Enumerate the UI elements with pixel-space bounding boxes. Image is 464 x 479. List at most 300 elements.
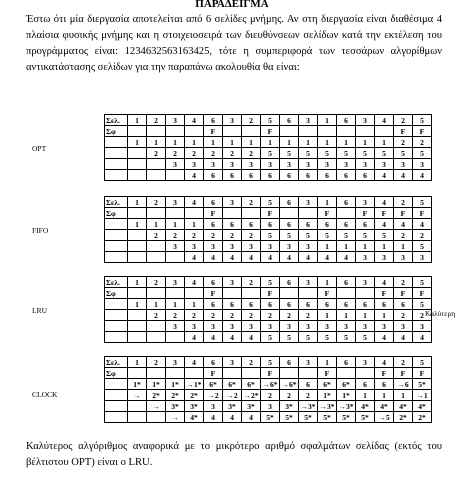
table-cell: 1 <box>166 219 185 230</box>
table-cell: →2* <box>243 390 259 400</box>
table-cell <box>166 368 185 379</box>
table-cell: 1 <box>318 241 337 252</box>
table-cell: 1 <box>318 115 337 126</box>
table-cell: 1* <box>166 379 185 390</box>
reference-row <box>105 115 432 126</box>
frame-row <box>105 412 432 423</box>
row-label <box>105 219 128 230</box>
table-cell: 3 <box>223 197 242 208</box>
table-cell: 4 <box>318 252 337 263</box>
table-cell: 5 <box>337 332 356 343</box>
page-replacement-table <box>104 114 432 181</box>
table-cell: 1* <box>337 390 356 401</box>
table-cell: F <box>261 126 280 137</box>
table-cell: 6 <box>261 299 280 310</box>
table-cell: 6 <box>223 299 242 310</box>
table-cell: 6 <box>204 299 223 310</box>
table-cell: 3 <box>166 159 185 170</box>
table-cell: 5 <box>318 332 337 343</box>
table-cell: 6 <box>318 170 337 181</box>
table-cell: 3 <box>280 321 299 332</box>
row-label: Σφ <box>105 288 128 299</box>
table-cell: 6 <box>204 170 223 181</box>
fault-row <box>105 126 432 137</box>
table-cell: 4 <box>185 252 204 263</box>
table-cell: 1 <box>223 137 242 148</box>
table-cell: F <box>413 126 432 137</box>
table-cell: 2 <box>394 310 413 321</box>
table-cell: 6 <box>204 197 223 208</box>
row-label <box>105 170 128 181</box>
table-cell: 2 <box>147 115 166 126</box>
table-cell: 1 <box>280 137 299 148</box>
table-cell: 2* <box>166 390 185 401</box>
table-cell: 5* <box>261 412 280 423</box>
table-cell: 6 <box>204 219 223 230</box>
table-cell: 3* <box>223 401 242 412</box>
row-label <box>105 241 128 252</box>
page-title: ΠΑΡΑΔΕΙΓΜΑ <box>195 0 269 8</box>
row-label: Σφ <box>105 126 128 137</box>
row-label: Σελ. <box>105 357 128 368</box>
frame-row <box>105 390 432 401</box>
table-cell: 6 <box>318 299 337 310</box>
table-cell: 6 <box>280 115 299 126</box>
table-cell: 4 <box>242 412 261 423</box>
table-cell: 1 <box>356 310 375 321</box>
table-cell: →3* <box>319 401 335 411</box>
table-cell: 5* <box>318 412 337 423</box>
table-cell: 3 <box>356 115 375 126</box>
table-cell: 1 <box>185 299 204 310</box>
table-cell: 3 <box>204 241 223 252</box>
table-cell: 5 <box>261 148 280 159</box>
table-cell: 4 <box>394 219 413 230</box>
table-cell: F <box>394 288 413 299</box>
table-cell: 2 <box>280 390 299 401</box>
row-label <box>105 159 128 170</box>
row-label: Σφ <box>105 208 128 219</box>
table-cell: 2 <box>166 310 185 321</box>
table-cell: 5 <box>299 148 318 159</box>
table-cell: 1 <box>375 241 394 252</box>
table-cell: 6 <box>242 170 261 181</box>
table-cell: 4 <box>185 277 204 288</box>
table-cell: 4 <box>242 252 261 263</box>
table-cell: 5 <box>356 230 375 241</box>
table-cell: 5 <box>261 357 280 368</box>
table-cell: F <box>318 368 337 379</box>
table-cell: 4 <box>242 332 261 343</box>
table-cell <box>185 368 204 379</box>
table-cell <box>147 412 166 423</box>
table-cell: 2 <box>147 310 166 321</box>
table-cell: 1 <box>166 299 185 310</box>
row-label <box>105 230 128 241</box>
table-cell: 4 <box>204 252 223 263</box>
table-cell: 1 <box>318 310 337 321</box>
table-cell: 1 <box>356 137 375 148</box>
table-cell: 4 <box>280 252 299 263</box>
table-cell: F <box>204 368 223 379</box>
frame-row <box>105 159 432 170</box>
fault-row <box>105 288 432 299</box>
table-cell: 2 <box>185 148 204 159</box>
table-cell: 2 <box>261 310 280 321</box>
table-cell: →2 <box>204 390 223 401</box>
table-cell: 6 <box>280 170 299 181</box>
table-cell: 2 <box>394 357 413 368</box>
table-cell: 3 <box>299 241 318 252</box>
page-replacement-table <box>104 196 432 263</box>
table-cell: 6 <box>242 299 261 310</box>
table-cell <box>242 208 261 219</box>
table-cell: 3 <box>299 321 318 332</box>
table-cell: 5 <box>413 241 432 252</box>
table-cell <box>147 321 166 332</box>
table-cell: 5 <box>299 332 318 343</box>
table-cell: 4 <box>185 332 204 343</box>
row-label: Σελ. <box>105 197 128 208</box>
table-cell <box>166 208 185 219</box>
table-cell: F <box>261 288 280 299</box>
table-cell: →5 <box>375 412 394 423</box>
table-cell <box>128 230 147 241</box>
table-cell: 3 <box>375 252 394 263</box>
table-cell: 3* <box>166 401 185 412</box>
table-cell: 6 <box>299 379 318 390</box>
table-cell: 1 <box>375 137 394 148</box>
table-cell: 3* <box>280 401 299 412</box>
page-replacement-table <box>104 276 432 343</box>
table-cell: 1 <box>128 137 147 148</box>
table-cell: 3 <box>356 197 375 208</box>
table-cell: 3 <box>375 159 394 170</box>
table-cell: 3 <box>204 321 223 332</box>
table-cell: 1 <box>318 137 337 148</box>
table-cell: 1 <box>375 390 394 401</box>
table-cell: 6 <box>299 219 318 230</box>
table-cell: 4* <box>356 401 375 412</box>
frame-row <box>105 379 432 390</box>
table-cell: 5* <box>299 412 318 423</box>
row-label <box>105 310 128 321</box>
table-cell: 4* <box>185 412 204 423</box>
table-cell <box>280 126 299 137</box>
table-cell: 6 <box>356 299 375 310</box>
table-cell: 6* <box>318 379 337 390</box>
table-cell: 3 <box>337 321 356 332</box>
table-cell: 5* <box>337 412 356 423</box>
table-cell: 5 <box>413 357 432 368</box>
table-cell: 1 <box>147 299 166 310</box>
table-cell: 1 <box>375 310 394 321</box>
table-cell <box>318 126 337 137</box>
table-cell: 3 <box>261 401 280 412</box>
table-cell <box>223 126 242 137</box>
table-cell: 3 <box>356 277 375 288</box>
table-cell: 3 <box>185 159 204 170</box>
table-cell: 5 <box>261 277 280 288</box>
table-cell: 5 <box>261 197 280 208</box>
table-cell: 3 <box>261 159 280 170</box>
table-cell: 2 <box>394 230 413 241</box>
frame-row <box>105 148 432 159</box>
table-cell: 2 <box>299 390 318 401</box>
table-cell: 6 <box>394 299 413 310</box>
table-cell: 3 <box>299 357 318 368</box>
table-cell: 5 <box>413 148 432 159</box>
table-cell: 4 <box>375 115 394 126</box>
table-cell: 4 <box>261 252 280 263</box>
table-cell <box>128 241 147 252</box>
table-cell: 5 <box>413 115 432 126</box>
table-cell: 1 <box>337 310 356 321</box>
table-cell <box>128 170 147 181</box>
table-cell: 3 <box>242 159 261 170</box>
table-cell <box>128 412 147 423</box>
table-cell: 3 <box>394 321 413 332</box>
row-label <box>105 252 128 263</box>
table-cell: F <box>375 288 394 299</box>
table-cell: 4 <box>185 170 204 181</box>
table-cell: 5 <box>280 332 299 343</box>
table-cell: 6 <box>299 299 318 310</box>
table-cell: 6 <box>280 299 299 310</box>
table-cell: 6 <box>280 219 299 230</box>
row-label <box>105 390 128 401</box>
table-cell <box>280 368 299 379</box>
table-cell <box>337 126 356 137</box>
table-cell: 3 <box>166 115 185 126</box>
table-cell: 5 <box>394 148 413 159</box>
table-cell: F <box>394 368 413 379</box>
table-cell: F <box>204 208 223 219</box>
frame-row <box>105 241 432 252</box>
table-cell: 5* <box>413 379 432 390</box>
frame-row <box>105 310 432 321</box>
table-cell: 3 <box>166 321 185 332</box>
table-cell: 6 <box>204 115 223 126</box>
table-cell: 4 <box>204 332 223 343</box>
table-cell <box>147 208 166 219</box>
table-cell: 1 <box>337 137 356 148</box>
frame-row <box>105 137 432 148</box>
table-cell: F <box>318 208 337 219</box>
table-cell: 6 <box>337 219 356 230</box>
table-cell: F <box>204 288 223 299</box>
table-cell: 6 <box>223 219 242 230</box>
table-cell: 5 <box>318 230 337 241</box>
table-cell: 3 <box>356 252 375 263</box>
row-label <box>105 137 128 148</box>
table-cell <box>299 288 318 299</box>
table-cell: F <box>261 368 280 379</box>
table-cell: 2 <box>185 230 204 241</box>
table-cell <box>147 332 166 343</box>
frame-row <box>105 321 432 332</box>
table-cell: 3 <box>299 159 318 170</box>
frame-row <box>105 299 432 310</box>
table-cell: →1 <box>413 390 432 401</box>
table-cell: 3 <box>166 241 185 252</box>
table-cell: 6 <box>337 170 356 181</box>
table-cell: 4 <box>375 357 394 368</box>
table-cell: F <box>375 368 394 379</box>
table-cell: 3 <box>166 277 185 288</box>
table-cell: 5 <box>413 277 432 288</box>
table-cell <box>166 170 185 181</box>
table-cell: 2 <box>394 197 413 208</box>
table-cell: 1 <box>299 137 318 148</box>
table-cell: F <box>413 208 432 219</box>
table-cell <box>185 126 204 137</box>
table-cell: 3 <box>299 277 318 288</box>
table-cell: 4 <box>223 332 242 343</box>
table-cell <box>147 288 166 299</box>
table-cell: 2 <box>242 357 261 368</box>
table-cell <box>166 252 185 263</box>
table-cell: F <box>413 368 432 379</box>
table-cell: →6* <box>262 379 278 389</box>
table-cell <box>375 126 394 137</box>
table-cell: 4 <box>394 332 413 343</box>
table-cell: 6 <box>223 170 242 181</box>
table-cell: 5* <box>280 412 299 423</box>
table-cell <box>299 126 318 137</box>
table-cell: 5 <box>375 148 394 159</box>
table-cell <box>166 126 185 137</box>
table-cell: 3 <box>223 321 242 332</box>
table-cell: 4* <box>375 401 394 412</box>
table-cell <box>128 148 147 159</box>
table-cell: 4 <box>413 219 432 230</box>
table-cell: 5 <box>261 332 280 343</box>
table-cell: →3* <box>300 401 316 411</box>
table-cell: 3 <box>280 159 299 170</box>
page-replacement-table <box>104 356 432 423</box>
table-cell: 1* <box>318 390 337 401</box>
table-cell: 4 <box>375 277 394 288</box>
row-label <box>105 379 128 390</box>
row-label <box>105 148 128 159</box>
table-cell: 4* <box>413 401 432 412</box>
table-cell <box>147 252 166 263</box>
table-cell <box>128 126 147 137</box>
table-cell <box>128 310 147 321</box>
frame-row <box>105 170 432 181</box>
table-cell <box>128 368 147 379</box>
row-label <box>105 412 128 423</box>
algorithm-label: LRU <box>32 306 47 315</box>
table-cell: 4 <box>375 219 394 230</box>
table-cell: 1 <box>318 357 337 368</box>
table-cell: 2 <box>280 310 299 321</box>
table-cell: 6 <box>337 277 356 288</box>
table-cell <box>147 126 166 137</box>
table-cell: 6 <box>337 299 356 310</box>
table-cell: 1 <box>356 241 375 252</box>
table-cell: 3 <box>375 321 394 332</box>
table-cell: 6 <box>261 170 280 181</box>
algorithm-label: CLOCK <box>32 390 58 399</box>
row-label <box>105 401 128 412</box>
table-cell: 2 <box>242 197 261 208</box>
table-cell: 1 <box>337 241 356 252</box>
table-cell: 3 <box>356 321 375 332</box>
table-cell: 4 <box>413 332 432 343</box>
row-label: Σελ. <box>105 277 128 288</box>
table-cell: 3 <box>356 159 375 170</box>
table-cell: 3 <box>261 321 280 332</box>
table-cell: 3* <box>185 401 204 412</box>
table-cell: 2* <box>185 390 204 401</box>
table-cell: →6 <box>394 379 413 390</box>
table-cell: 2 <box>166 230 185 241</box>
table-cell: 1 <box>128 277 147 288</box>
table-cell: 1 <box>261 137 280 148</box>
table-cell: 4 <box>375 170 394 181</box>
frame-row <box>105 332 432 343</box>
table-cell: 6 <box>356 219 375 230</box>
table-cell: 5* <box>356 412 375 423</box>
table-cell: 6* <box>242 379 261 390</box>
table-cell: F <box>413 288 432 299</box>
table-cell: 5 <box>280 148 299 159</box>
table-cell: 2 <box>223 148 242 159</box>
table-cell: 1 <box>128 115 147 126</box>
table-cell <box>128 208 147 219</box>
table-cell <box>128 321 147 332</box>
table-cell: 1 <box>166 137 185 148</box>
table-cell <box>337 368 356 379</box>
table-cell <box>356 126 375 137</box>
table-cell: →3* <box>338 401 354 411</box>
table-cell: 3 <box>318 159 337 170</box>
table-cell: 2* <box>413 412 432 423</box>
table-cell: 1 <box>204 137 223 148</box>
table-cell: 6 <box>204 357 223 368</box>
table-cell: 6 <box>204 277 223 288</box>
table-cell: 4* <box>394 401 413 412</box>
table-cell: 2 <box>147 357 166 368</box>
intro-paragraph: Έστω ότι μία διεργασία αποτελείται από 6 σελίδες μνήμης. Αν στη διεργασία είναι διαθέσιμα 4 πλαίσια φυσικής μνήμης και η στοιχειοσειρά των διευθύνσεων σελίδων κατά την εκτέλεση του προγράμματος είναι: 1234632563163425, τότε η συμπεριφορά των τεσσάρων αλγορίθμων αντικατάστασης σελίδων για την παραπάνω ακολουθία θα είναι: <box>26 14 442 73</box>
table-cell: 6 <box>242 219 261 230</box>
table-cell: 2 <box>147 148 166 159</box>
table-cell: F <box>261 208 280 219</box>
table-cell: → <box>166 412 185 423</box>
table-cell: 5 <box>318 148 337 159</box>
table-cell <box>242 288 261 299</box>
fault-row <box>105 208 432 219</box>
table-cell <box>147 159 166 170</box>
row-label <box>105 299 128 310</box>
table-cell: 3 <box>223 159 242 170</box>
table-cell <box>128 332 147 343</box>
reference-row <box>105 357 432 368</box>
frame-row <box>105 401 432 412</box>
table-cell: 2* <box>394 412 413 423</box>
table-cell: 5 <box>261 115 280 126</box>
table-cell: 2 <box>223 230 242 241</box>
table-cell: 6 <box>337 197 356 208</box>
table-cell <box>280 288 299 299</box>
table-cell: 3 <box>299 197 318 208</box>
table-cell: 1 <box>147 219 166 230</box>
table-cell <box>223 368 242 379</box>
table-cell: →1* <box>186 379 202 389</box>
table-cell: F <box>356 208 375 219</box>
